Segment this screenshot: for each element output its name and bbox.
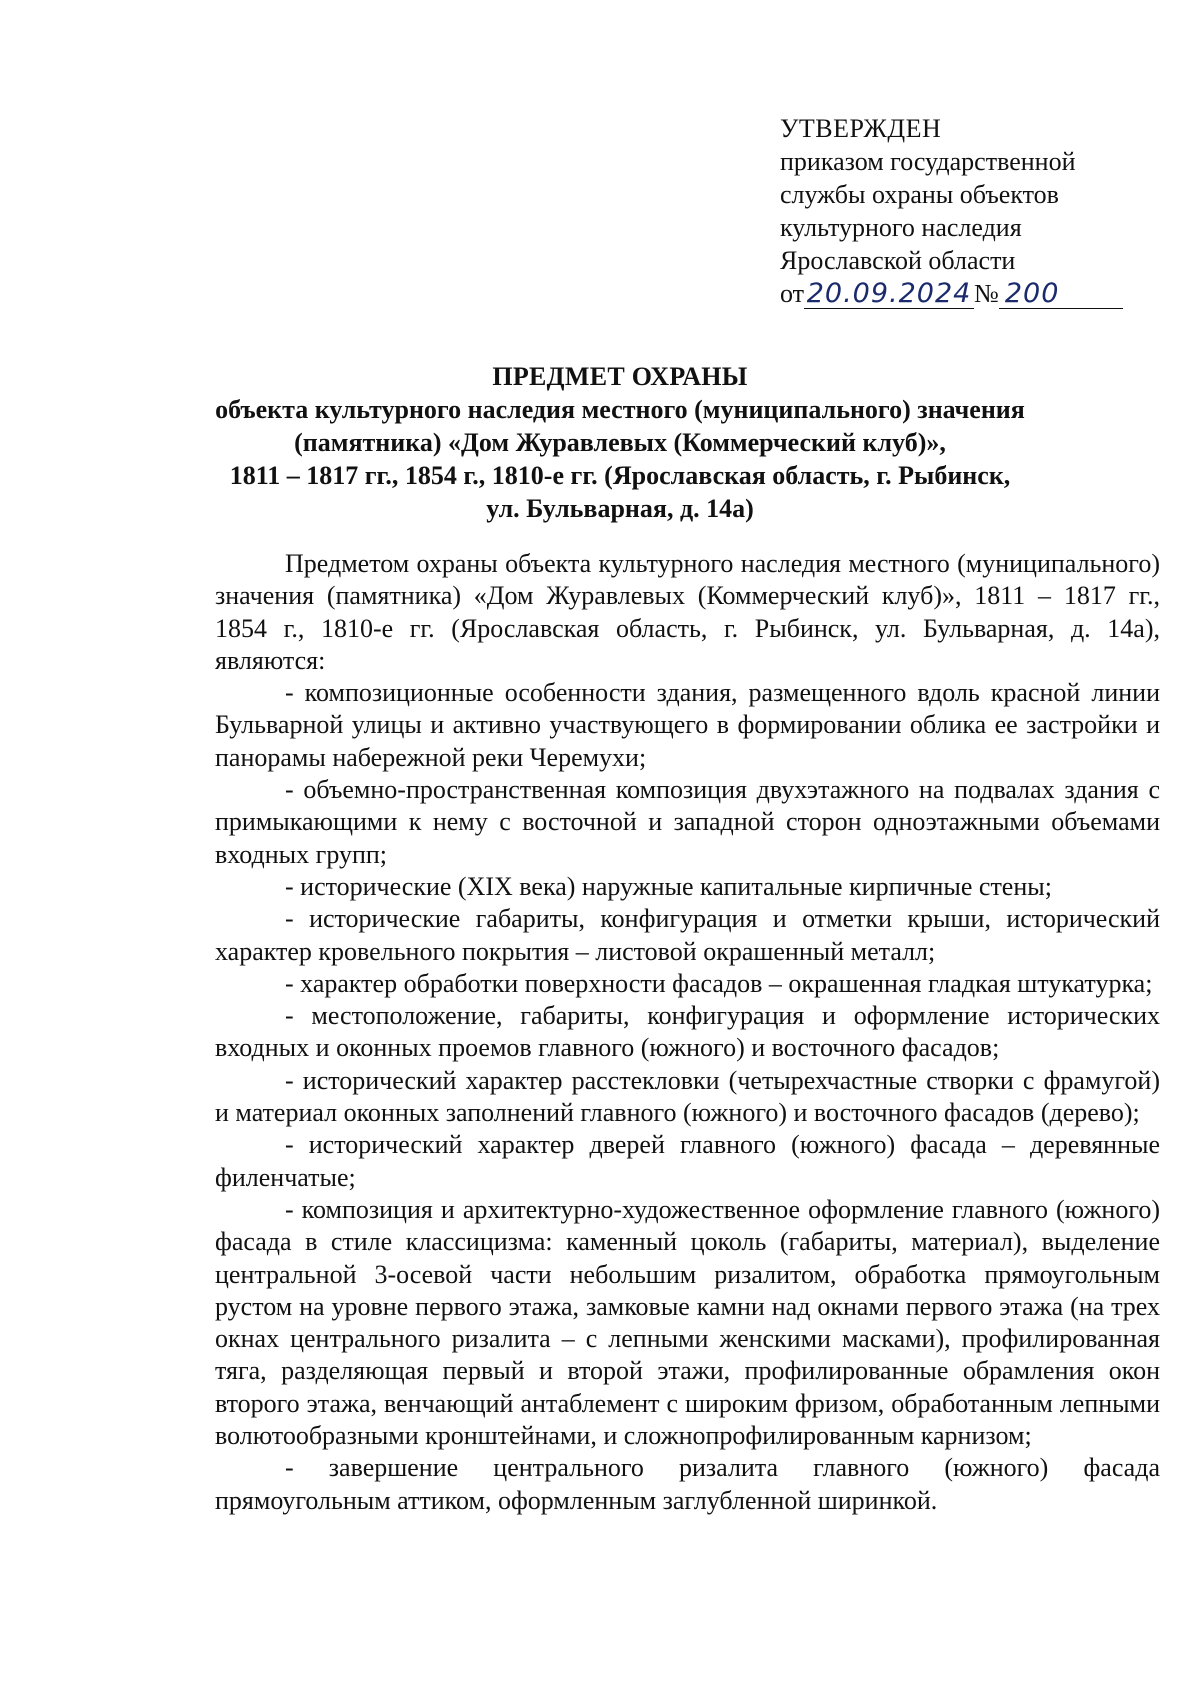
approval-line-4: Ярославской области — [780, 246, 1016, 275]
approval-block — [780, 112, 1140, 310]
list-item: - завершение центрального ризалита главного (южного) фасада прямоугольным аттиком, оформленным заглубленной ширинкой. — [215, 1453, 1160, 1515]
approval-line-2: службы охраны объектов — [780, 180, 1059, 209]
approval-date-line — [780, 277, 1140, 310]
list-item: - исторический характер дверей главного (южного) фасада – деревянные филенчатые; — [215, 1130, 1160, 1192]
document-title — [120, 360, 1120, 525]
approval-line-3: культурного наследия — [780, 213, 1022, 242]
approval-heading: УТВЕРЖДЕН — [780, 114, 942, 143]
handwritten-number: 200 — [999, 280, 1123, 309]
list-item: - исторические (XIX века) наружные капитальные кирпичные стены; — [285, 871, 1052, 901]
handwritten-date: 20.09.2024 — [804, 280, 974, 309]
list-item: - композиция и архитектурно-художественное оформление главного (южного) фасада в стиле классицизма: каменный цоколь (габариты, материал), выделение центральной 3-осевой части небольшим ризалитом, обработка прямоугольным рустом на уровне первого этажа, замковые камни над окнами первого этажа (на трех окнах центрального ризалита – с лепными женскими масками), профилированная тяга, разделяющая первый и второй этажи, профилированные обрамления окон второго этажа, венчающий антаблемент с широким фризом, обработанным лепными волютообразными кронштейнами, и сложнопрофилированным карнизом; — [215, 1194, 1160, 1451]
title-line-1: объекта культурного наследия местного (муниципального) значения — [215, 395, 1025, 424]
title-main: ПРЕДМЕТ ОХРАНЫ — [492, 362, 748, 391]
list-item: - исторический характер расстекловки (четырехчастные створки с фрамугой) и материал оконных заполнений главного (южного) и восточного фасадов (дерево); — [215, 1065, 1160, 1128]
intro-paragraph: Предметом охраны объекта культурного наследия местного (муниципального) значения (памятника) «Дом Журавлевых (Коммерческий клуб)», 1811 – 1817 гг., 1854 г., 1810-е гг. (Ярославская область, г. Рыбинск, ул. Бульварная, д. 14а), являются: — [215, 549, 1160, 675]
date-prefix: от — [780, 279, 805, 308]
number-prefix: № — [974, 279, 999, 308]
list-item: - местоположение, габариты, конфигурация и оформление исторических входных и оконных проемов главного (южного) и восточного фасадов; — [215, 1001, 1160, 1063]
document-body — [215, 548, 1160, 1517]
list-item: - композиционные особенности здания, размещенного вдоль красной линии Бульварной улицы и активно участвующего в формировании облика ее застройки и панорамы набережной реки Черемухи; — [215, 678, 1160, 772]
approval-line-1: приказом государственной — [780, 147, 1076, 176]
title-line-2: (памятника) «Дом Журавлевых (Коммерческий клуб)», — [294, 428, 946, 457]
title-line-4: ул. Бульварная, д. 14а) — [486, 494, 754, 523]
list-item: - исторические габариты, конфигурация и отметки крыши, исторический характер кровельного покрытия – листовой окрашенный металл; — [215, 904, 1160, 966]
list-item: - объемно-пространственная композиция двухэтажного на подвалах здания с примыкающими к нему с восточной и западной сторон одноэтажными объемами входных групп; — [215, 775, 1160, 869]
title-line-3: 1811 – 1817 гг., 1854 г., 1810-е гг. (Ярославская область, г. Рыбинск, — [229, 461, 1011, 490]
list-item: - характер обработки поверхности фасадов – окрашенная гладкая штукатурка; — [285, 968, 1153, 998]
